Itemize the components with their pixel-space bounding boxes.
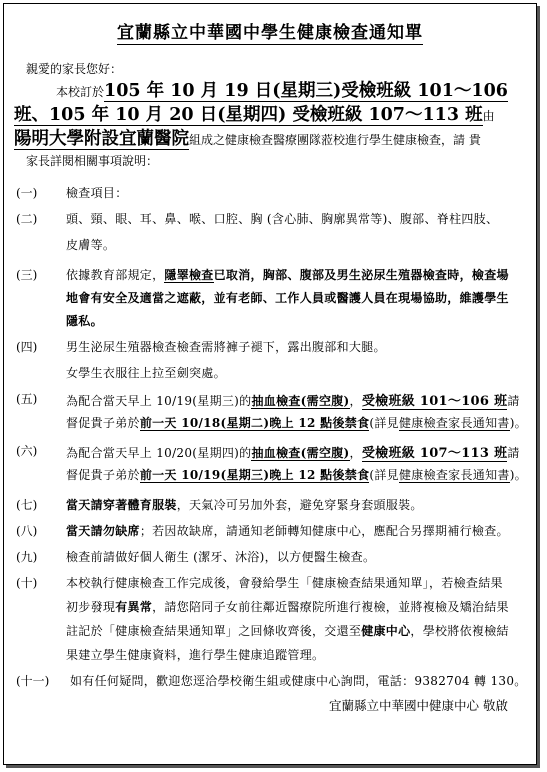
item-6-text-2: 督促貴子弟於前一天 10/19(星期三)晚上 12 點後禁食(詳見健康檢查家長通知書)。 xyxy=(66,468,527,482)
item-1-text: 檢查項目： xyxy=(66,186,128,200)
notice-page xyxy=(3,3,537,765)
signature: 宜蘭縣立中華國中健康中心 敬啟 xyxy=(329,698,508,713)
page-title: 宜蘭縣立中華國中學生健康檢查通知單 xyxy=(117,23,423,43)
item-2-text-2: 皮膚等。 xyxy=(66,238,116,252)
item-2-number: (二) xyxy=(16,212,38,226)
item-10-text-3: 註記於「健康檢查結果通知單」之回條收齊後，交還至健康中心，學校將依複檢結 xyxy=(66,624,509,638)
exam-date-2: 班、105 年 10 月 20 日(星期四) 受檢班級 107～113 班 xyxy=(14,105,483,125)
intro-line-2: 班、105 年 10 月 20 日(星期四) 受檢班級 107～113 班由 xyxy=(14,105,495,125)
item-4-text-2: 女學生衣服往上拉至劍突處。 xyxy=(66,366,226,380)
intro-line-3: 陽明大學附設宜蘭醫院組成之健康檢查醫療團隊蒞校進行學生健康檢查，請 貴 xyxy=(14,129,481,149)
item-5-number: (五) xyxy=(16,392,38,406)
item-9-number: (九) xyxy=(16,550,38,564)
item-8-text: 當天請勿缺席；若因故缺席，請通知老師轉知健康中心，應配合另擇期補行檢查。 xyxy=(66,524,509,538)
item-5-text-1: 為配合當天早上 10/19(星期三)的抽血檢查(需空腹)，受檢班級 101～106 班請 xyxy=(66,394,520,409)
item-1-number: (一) xyxy=(16,186,38,200)
item-10-text-1: 本校執行健康檢查工作完成後，會發給學生「健康檢查結果通知單」，若檢查結果 xyxy=(66,576,503,590)
item-10-text-4: 果建立學生健康資料，進行學生健康追蹤管理。 xyxy=(66,648,325,662)
item-6-number: (六) xyxy=(16,444,38,458)
item-7-text: 當天請穿著體育服裝，天氣冷可另加外套，避免穿緊身套頭服裝。 xyxy=(66,498,423,512)
item-5-text-2: 督促貴子弟於前一天 10/18(星期二)晚上 12 點後禁食(詳見健康檢查家長通知書)。 xyxy=(66,416,527,430)
hospital-name: 陽明大學附設宜蘭醫院 xyxy=(14,129,189,149)
item-7-number: (七) xyxy=(16,498,38,512)
item-8-number: (八) xyxy=(16,524,38,538)
item-3-text-1: 依據教育部規定，隱睪檢查已取消，胸部、腹部及男生泌尿生殖器檢查時，檢查場 xyxy=(66,268,509,282)
item-11-number: (十一) xyxy=(16,674,50,688)
item-6-text-1: 為配合當天早上 10/20(星期四)的抽血檢查(需空腹)，受檢班級 107～113 班請 xyxy=(66,446,520,461)
item-10-text-2: 初步發現有異常，請您陪同子女前往鄰近醫療院所進行複檢，並將複檢及矯治結果 xyxy=(66,600,509,614)
item-10-number: (十) xyxy=(16,576,38,590)
intro-line-4: 家長詳閱相關事項說明： xyxy=(26,154,159,168)
greeting: 親愛的家長您好： xyxy=(26,62,123,76)
item-11-text: 如有任何疑問，歡迎您逕洽學校衛生組或健康中心詢問，電話：9382704 轉 130。 xyxy=(70,674,527,688)
item-4-number: (四) xyxy=(16,340,38,354)
item-3-number: (三) xyxy=(16,268,38,282)
item-3-text-3: 隱私。 xyxy=(66,314,103,328)
intro-line-1: 本校訂於105 年 10 月 19 日(星期三)受檢班級 101～106 xyxy=(56,81,508,101)
item-2-text-1: 頭、頸、眼、耳、鼻、喉、口腔、胸 (含心肺、胸廓異常等)、腹部、脊柱四肢、 xyxy=(66,212,499,226)
item-9-text: 檢查前請做好個人衛生 (潔牙、沐浴)，以方便醫生檢查。 xyxy=(66,550,376,564)
item-4-text-1: 男生泌尿生殖器檢查檢查需將褲子褪下，露出腹部和大腿。 xyxy=(66,340,386,354)
item-3-text-2: 地會有安全及適當之遮蔽，並有老師、工作人員或醫護人員在現場協助，維護學生 xyxy=(66,291,509,305)
exam-date-1: 105 年 10 月 19 日(星期三)受檢班級 101～106 xyxy=(104,81,508,101)
